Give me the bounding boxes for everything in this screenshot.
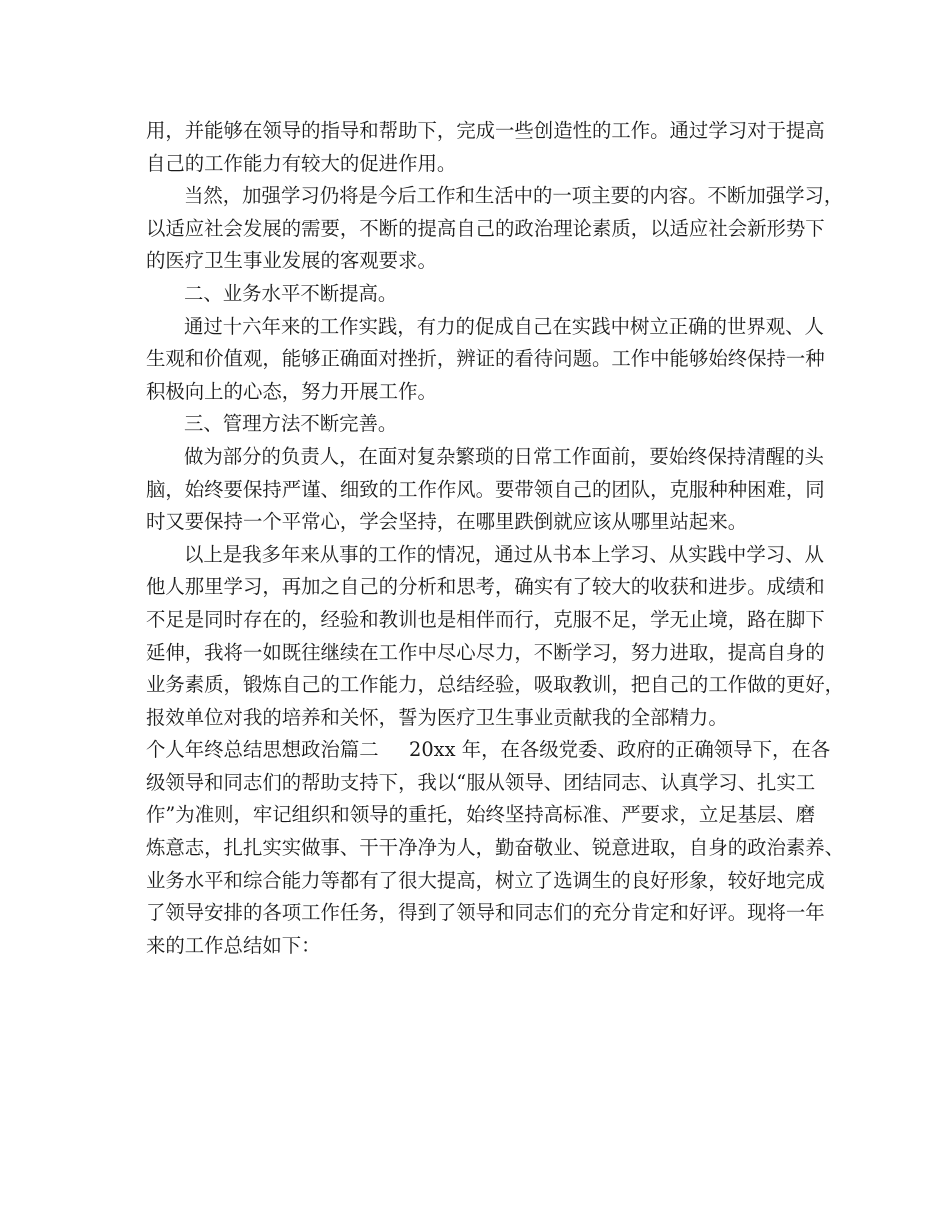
paragraph-line: 时又要保持一个平常心，学会坚持，在哪里跌倒就应该从哪里站起来。 [146, 510, 748, 534]
paragraph-line: 通过十六年来的工作实践，有力的促成自己在实践中树立正确的世界观、人 [184, 314, 824, 338]
paragraph-line: 报效单位对我的培养和关怀，誓为医疗卫生事业贡献我的全部精力。 [146, 705, 728, 729]
paragraph-line: 他人那里学习，再加之自己的分析和思考，确实有了较大的收获和进步。成绩和 [146, 575, 825, 599]
paragraph-line: 的医疗卫生事业发展的客观要求。 [146, 249, 437, 273]
paragraph-line: 以上是我多年来从事的工作的情况，通过从书本上学习、从实践中学习、从 [184, 542, 824, 566]
document-body [146, 115, 845, 962]
paragraph-line: 来的工作总结如下： [146, 933, 321, 957]
paragraph-line: 作”为准则，牢记组织和领导的重托，始终坚持高标准、严要求，立足基层、磨 [146, 803, 816, 827]
paragraph-line: 业务素质，锻炼自己的工作能力，总结经验，吸取教训，把自己的工作做的更好， [146, 673, 845, 697]
paragraph-line: 当然，加强学习仍将是今后工作和生活中的一项主要的内容。不断加强学习， [184, 184, 844, 208]
section-title: 个人年终总结思想政治篇二 [146, 738, 379, 762]
paragraph-line: 脑，始终要保持严谨、细致的工作作风。要带领自己的团队，克服种种困难，同 [146, 477, 825, 501]
paragraph-line: 自己的工作能力有较大的促进作用。 [146, 151, 457, 175]
paragraph-line: 延伸，我将一如既往继续在工作中尽心尽力，不断学习，努力进取，提高自身的 [146, 640, 825, 664]
paragraph-line: 生观和价值观，能够正确面对挫折，辨证的看待问题。工作中能够始终保持一种 [146, 347, 825, 371]
section-heading: 二、业务水平不断提高。 [184, 281, 398, 305]
section-heading: 三、管理方法不断完善。 [184, 412, 398, 436]
section-first-line: 20xx 年，在各级党委、政府的正确领导下，在各 [409, 738, 831, 762]
paragraph-line: 以适应社会发展的需要，不断的提高自己的政治理论素质，以适应社会新形势下 [146, 216, 825, 240]
section-title-line [146, 734, 831, 767]
paragraph-line: 级领导和同志们的帮助支持下，我以“服从领导、团结同志、认真学习、扎实工 [146, 770, 816, 794]
paragraph-line: 用，并能够在领导的指导和帮助下，完成一些创造性的工作。通过学习对于提高 [146, 119, 825, 142]
paragraph-line: 炼意志，扎扎实实做事、干干净净为人，勤奋敬业、锐意进取，自身的政治素养、 [146, 836, 845, 860]
paragraph-line: 了领导安排的各项工作任务，得到了领导和同志们的充分肯定和好评。现将一年 [146, 901, 825, 925]
paragraph-line: 不足是同时存在的，经验和教训也是相伴而行，克服不足，学无止境，路在脚下 [146, 607, 825, 631]
paragraph-line: 积极向上的心态，努力开展工作。 [146, 379, 437, 403]
paragraph-line: 业务水平和综合能力等都有了很大提高，树立了选调生的良好形象，较好地完成 [146, 868, 825, 892]
paragraph-line: 做为部分的负责人，在面对复杂繁琐的日常工作面前，要始终保持清醒的头 [184, 444, 824, 468]
